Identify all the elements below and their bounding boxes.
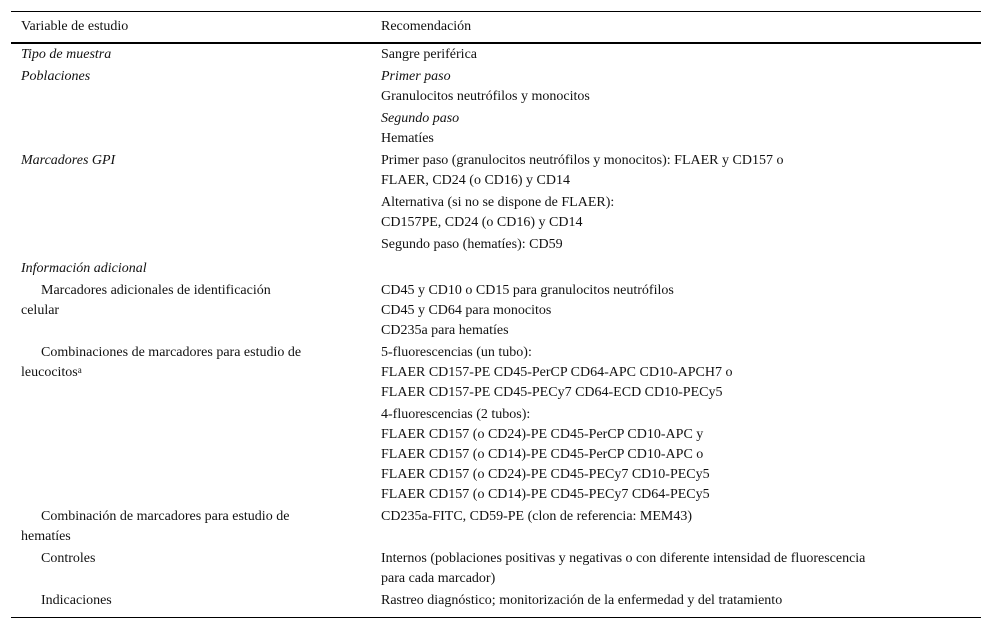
- leucocitos-word: leucocitos: [21, 365, 78, 380]
- row-label-informacion-adicional: Información adicional: [21, 261, 147, 276]
- row-label-combinaciones-leucocitos-cont: [21, 363, 82, 383]
- poblaciones-step1-value: Granulocitos neutrófilos y monocitos: [381, 89, 590, 104]
- marcadores-gpi-line: FLAER, CD24 (o CD16) y CD14: [381, 173, 571, 188]
- footnote-mark: a: [77, 365, 82, 375]
- controles-line: Internos (poblaciones positivas y negativas o con diferente intensidad de fluorescencia: [381, 551, 866, 566]
- row-label-indicaciones: Indicaciones: [41, 593, 112, 608]
- marcadores-gpi-line: Segundo paso (hematíes): CD59: [381, 237, 563, 252]
- combinaciones-leucocitos-line: FLAER CD157 (o CD14)-PE CD45-PerCP CD10-APC o: [381, 447, 704, 462]
- row-value-tipo-muestra: Sangre periférica: [381, 47, 477, 62]
- poblaciones-step2-value: Hematíes: [381, 131, 434, 146]
- table-bottom-rule: [11, 617, 981, 618]
- row-label-combinacion-hematies-cont: hematíes: [21, 529, 71, 544]
- header-rule: [11, 42, 981, 44]
- header-col-variable: Variable de estudio: [21, 19, 129, 34]
- controles-line: para cada marcador): [381, 571, 496, 586]
- row-label-marcadores-adicionales-cont: celular: [21, 303, 60, 318]
- header-col-recomendacion: Recomendación: [381, 19, 472, 34]
- marcadores-adicionales-line: CD45 y CD10 o CD15 para granulocitos neutrófilos: [381, 283, 674, 298]
- row-label-poblaciones: Poblaciones: [21, 69, 91, 84]
- combinaciones-leucocitos-line: FLAER CD157 (o CD24)-PE CD45-PerCP CD10-APC y: [381, 427, 704, 442]
- combinaciones-leucocitos-line: 5-fluorescencias (un tubo):: [381, 345, 532, 360]
- combinaciones-leucocitos-line: FLAER CD157 (o CD14)-PE CD45-PECy7 CD64-PECy5: [381, 487, 710, 502]
- combinaciones-leucocitos-line: 4-fluorescencias (2 tubos):: [381, 407, 531, 422]
- row-value-indicaciones: Rastreo diagnóstico; monitorización de la enfermedad y del tratamiento: [381, 593, 783, 608]
- marcadores-adicionales-line: CD45 y CD64 para monocitos: [381, 303, 552, 318]
- combinaciones-leucocitos-line: FLAER CD157 (o CD24)-PE CD45-PECy7 CD10-PECy5: [381, 467, 710, 482]
- marcadores-adicionales-line: CD235a para hematíes: [381, 323, 509, 338]
- combinaciones-leucocitos-line: FLAER CD157-PE CD45-PECy7 CD64-ECD CD10-PECy5: [381, 385, 723, 400]
- combinaciones-leucocitos-line: FLAER CD157-PE CD45-PerCP CD64-APC CD10-APCH7 o: [381, 365, 733, 380]
- marcadores-gpi-line: Primer paso (granulocitos neutrófilos y monocitos): FLAER y CD157 o: [381, 153, 784, 168]
- poblaciones-step2-title: Segundo paso: [381, 111, 460, 126]
- row-label-marcadores-adicionales: Marcadores adicionales de identificación: [41, 283, 271, 298]
- row-label-marcadores-gpi: Marcadores GPI: [21, 153, 116, 168]
- marcadores-gpi-line: CD157PE, CD24 (o CD16) y CD14: [381, 215, 583, 230]
- row-value-combinacion-hematies: CD235a-FITC, CD59-PE (clon de referencia: MEM43): [381, 509, 693, 524]
- row-label-tipo-muestra: Tipo de muestra: [21, 47, 112, 62]
- row-label-controles: Controles: [41, 551, 96, 566]
- marcadores-gpi-line: Alternativa (si no se dispone de FLAER):: [381, 195, 615, 210]
- poblaciones-step1-title: Primer paso: [381, 69, 451, 84]
- table-top-rule: [11, 11, 981, 12]
- row-label-combinacion-hematies: Combinación de marcadores para estudio de: [41, 509, 290, 524]
- row-label-combinaciones-leucocitos: Combinaciones de marcadores para estudio de: [41, 345, 302, 360]
